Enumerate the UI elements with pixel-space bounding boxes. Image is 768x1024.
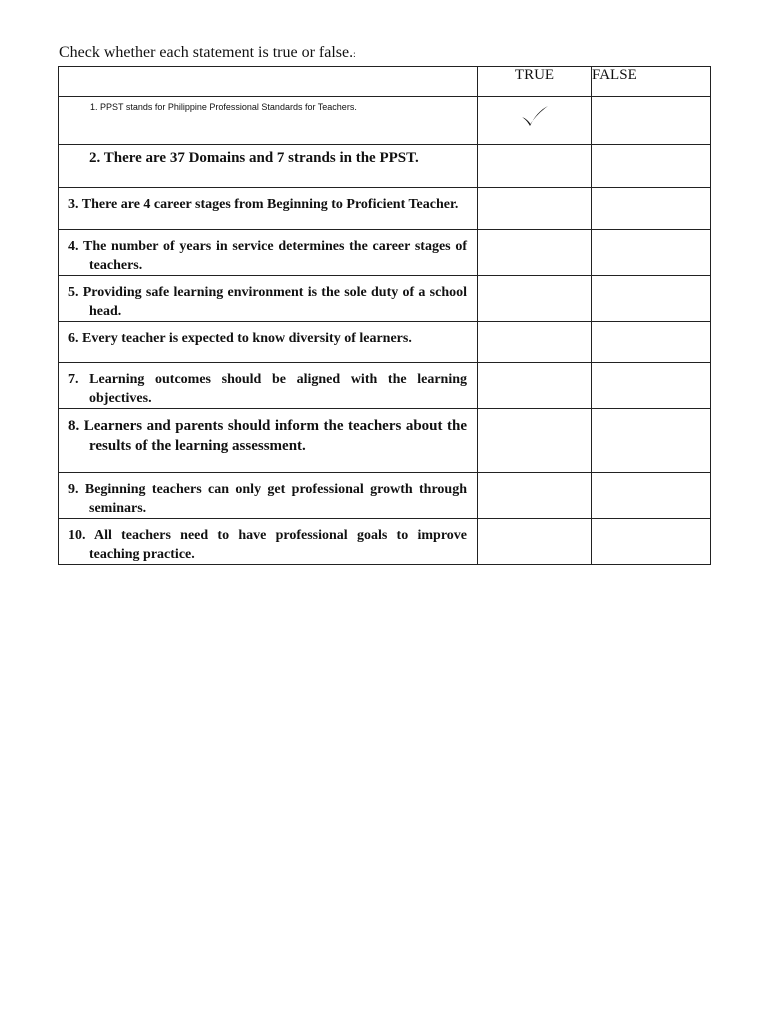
checkmark-icon: [520, 105, 550, 134]
table-header-row: [59, 67, 711, 97]
statement-text: 5. Providing safe learning environment is the sole duty of a school head.: [68, 285, 467, 319]
statement-cell: [59, 188, 478, 230]
statement-text: 10. All teachers need to have professional goals to improve teaching practice.: [68, 528, 467, 562]
table-row: [59, 276, 711, 322]
table-row: [59, 188, 711, 230]
false-answer-cell[interactable]: [592, 519, 711, 565]
table-row: [59, 145, 711, 188]
false-answer-cell[interactable]: [592, 230, 711, 276]
true-answer-cell[interactable]: [478, 145, 592, 188]
table-row: [59, 230, 711, 276]
true-answer-cell[interactable]: [478, 363, 592, 409]
false-answer-cell[interactable]: [592, 188, 711, 230]
statement-cell: [59, 145, 478, 188]
false-answer-cell[interactable]: [592, 97, 711, 145]
false-answer-cell[interactable]: [592, 473, 711, 519]
true-answer-cell[interactable]: [478, 409, 592, 473]
table-row: [59, 519, 711, 565]
statement-cell: [59, 363, 478, 409]
table-row: [59, 97, 711, 145]
statement-cell: [59, 97, 478, 145]
statement-text: 6. Every teacher is expected to know diversity of learners.: [68, 331, 412, 346]
false-answer-cell[interactable]: [592, 363, 711, 409]
statement-cell: [59, 409, 478, 473]
instruction-text: [59, 42, 356, 65]
header-statement: [59, 67, 478, 97]
table-row: [59, 322, 711, 363]
true-answer-cell[interactable]: [478, 188, 592, 230]
statement-text: 2. There are 37 Domains and 7 strands in the PPST.: [89, 150, 419, 166]
table-row: [59, 363, 711, 409]
header-true: TRUE: [478, 67, 592, 97]
header-false: FALSE: [592, 67, 711, 97]
statement-cell: [59, 473, 478, 519]
false-answer-cell[interactable]: [592, 276, 711, 322]
instruction-tail: :: [353, 49, 356, 59]
instruction-main: Check whether each statement is true or false.: [59, 44, 354, 61]
true-answer-cell[interactable]: [478, 322, 592, 363]
statement-cell: [59, 519, 478, 565]
false-answer-cell[interactable]: [592, 145, 711, 188]
false-answer-cell[interactable]: [592, 322, 711, 363]
statement-text: 8. Learners and parents should inform the teachers about the results of the learning assessment.: [68, 418, 467, 454]
table-row: [59, 473, 711, 519]
true-answer-cell[interactable]: [478, 276, 592, 322]
true-answer-cell[interactable]: [478, 473, 592, 519]
true-answer-cell[interactable]: [478, 97, 592, 145]
false-answer-cell[interactable]: [592, 409, 711, 473]
true-answer-cell[interactable]: [478, 519, 592, 565]
statement-cell: [59, 276, 478, 322]
true-false-table: [58, 66, 711, 565]
true-answer-cell[interactable]: [478, 230, 592, 276]
statement-text: 9. Beginning teachers can only get professional growth through seminars.: [68, 482, 467, 516]
statement-text: 7. Learning outcomes should be aligned with the learning objectives.: [68, 372, 467, 406]
statement-cell: [59, 322, 478, 363]
statement-text: 1. PPST stands for Philippine Professional Standards for Teachers.: [90, 102, 357, 112]
statement-cell: [59, 230, 478, 276]
table-row: [59, 409, 711, 473]
statement-text: 4. The number of years in service determines the career stages of teachers.: [68, 239, 467, 273]
statement-text: 3. There are 4 career stages from Beginning to Proficient Teacher.: [68, 197, 459, 212]
